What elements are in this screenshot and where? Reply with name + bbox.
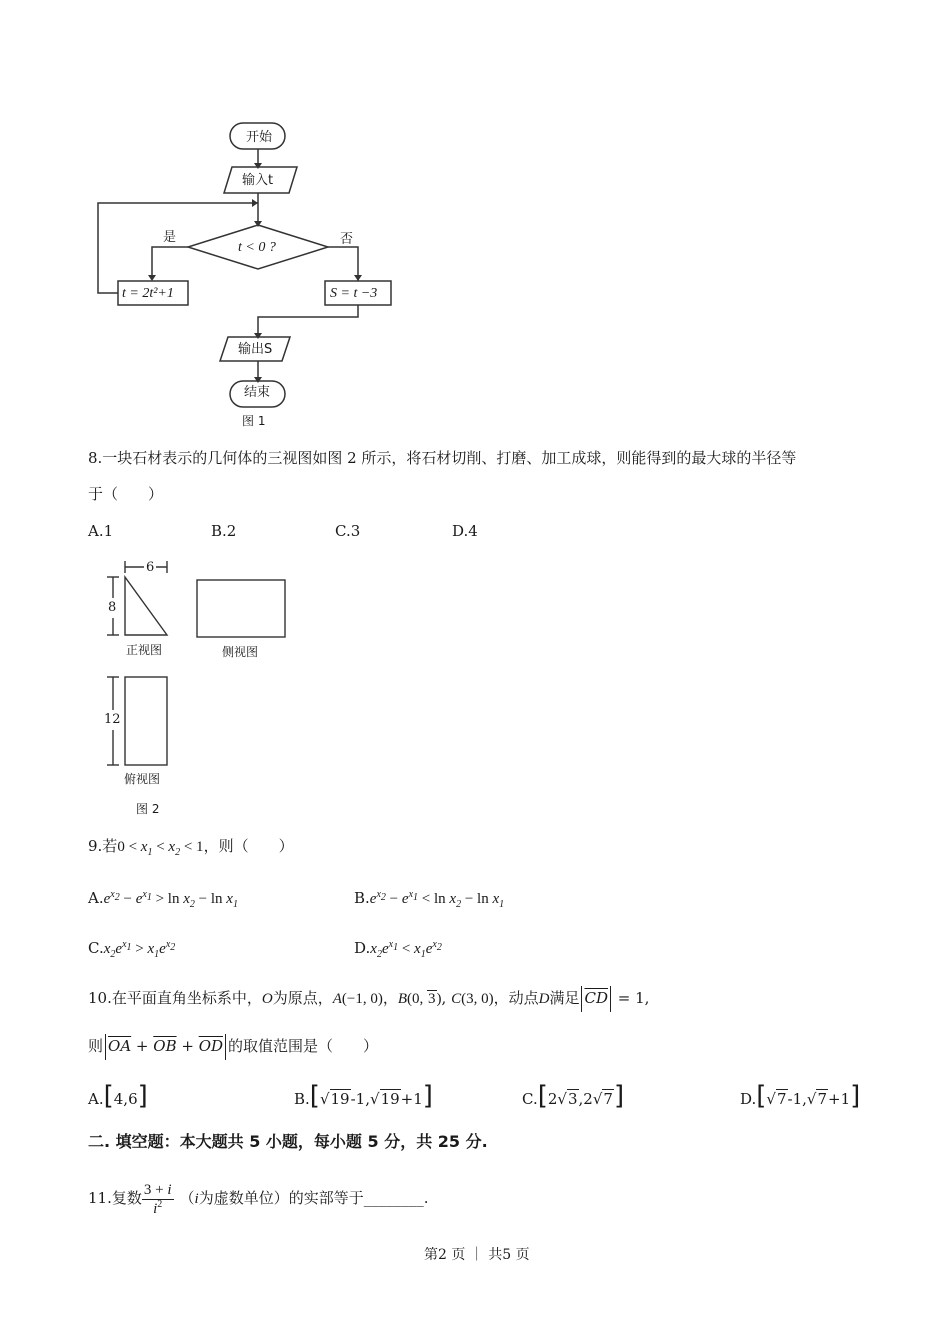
- front-view-label: 正视图: [126, 643, 163, 657]
- q10-stem-line1: 10.在平面直角坐标系中，O为原点，A(−1, 0)，B(0, 3), C(3, 0)，动点D满足 $\overline{CD} = 1$,: [88, 986, 649, 1012]
- q10-option-d: D.[√7-1,√7+1]: [740, 1081, 861, 1111]
- flowchart-end-label: 结束: [244, 385, 271, 400]
- section2-heading: 二. 填空题：本大题共 5 小题，每小题 5 分，共 25 分.: [88, 1132, 488, 1151]
- q8-option-d: D.4: [452, 522, 478, 540]
- q10-stem-line2: 则 $\overline{OA} + \overline{OB} + \overline{OD}$ 的取值范围是（ ）: [88, 1034, 378, 1060]
- dim-top-label: 6: [144, 558, 156, 578]
- q10-option-a: A.[4,6]: [88, 1081, 148, 1111]
- flowchart-input-label: 输入t: [242, 173, 274, 188]
- flowchart-output-label: 输出S: [238, 342, 273, 357]
- q8-option-b: B.2: [211, 522, 237, 540]
- flowchart-no-box-label: S = t −3: [330, 286, 378, 301]
- page-footer: 第2 页 ｜ 共5 页: [424, 1247, 530, 1263]
- side-view-label: 侧视图: [222, 645, 259, 659]
- flowchart-yes-box-label: t = 2t²+1: [122, 286, 174, 301]
- top-view-shape: [125, 677, 167, 765]
- flowchart-yes-label: 是: [163, 230, 177, 245]
- q8-text-line1: 8.一块石材表示的几何体的三视图如图 2 所示，将石材切削、打磨、加工成球，则能得到的最大球的半径等: [88, 449, 797, 467]
- flowchart-caption: 图 1: [242, 414, 266, 428]
- q10-option-c: C.[2√3,2√7]: [522, 1081, 625, 1111]
- q8-text-line2: 于（ ）: [88, 485, 164, 503]
- q11-stem: 11.复数 $\frac{3 + i}{i^2}$ （i为虚数单位）的实部等于________.: [88, 1181, 429, 1217]
- q10-option-b: B.[√19-1,√19+1]: [294, 1081, 433, 1111]
- figure2-caption: 图 2: [136, 802, 160, 816]
- front-view-shape: [125, 577, 167, 635]
- side-view-shape: [197, 580, 285, 637]
- q8-option-c: C.3: [335, 522, 361, 540]
- q9-option-b: $B.e^{x_2} - e^{x_1} < \ln x_2 - \ln x_1$: [354, 889, 505, 910]
- flowchart-no-label: 否: [340, 232, 354, 247]
- dim-bottom-label: 12: [104, 710, 121, 730]
- q9-stem: 9.若$0 < x_1 < x_2 < 1$，则（ ）: [88, 837, 294, 858]
- flowchart-condition-label: t < 0 ?: [238, 240, 276, 255]
- dim-left-label: 8: [108, 598, 116, 618]
- q9-option-a: $A.e^{x_2} - e^{x_1} > \ln x_2 - \ln x_1$: [88, 889, 238, 910]
- q8-option-a: A.1: [88, 522, 114, 540]
- flowchart-start-label: 开始: [246, 130, 273, 145]
- q9-option-c: $C.x_2e^{x_1} > x_1e^{x_2}$: [88, 939, 176, 960]
- top-view-label: 俯视图: [124, 772, 161, 786]
- q9-option-d: $D.x_2e^{x_1} < x_1e^{x_2}$: [354, 939, 442, 960]
